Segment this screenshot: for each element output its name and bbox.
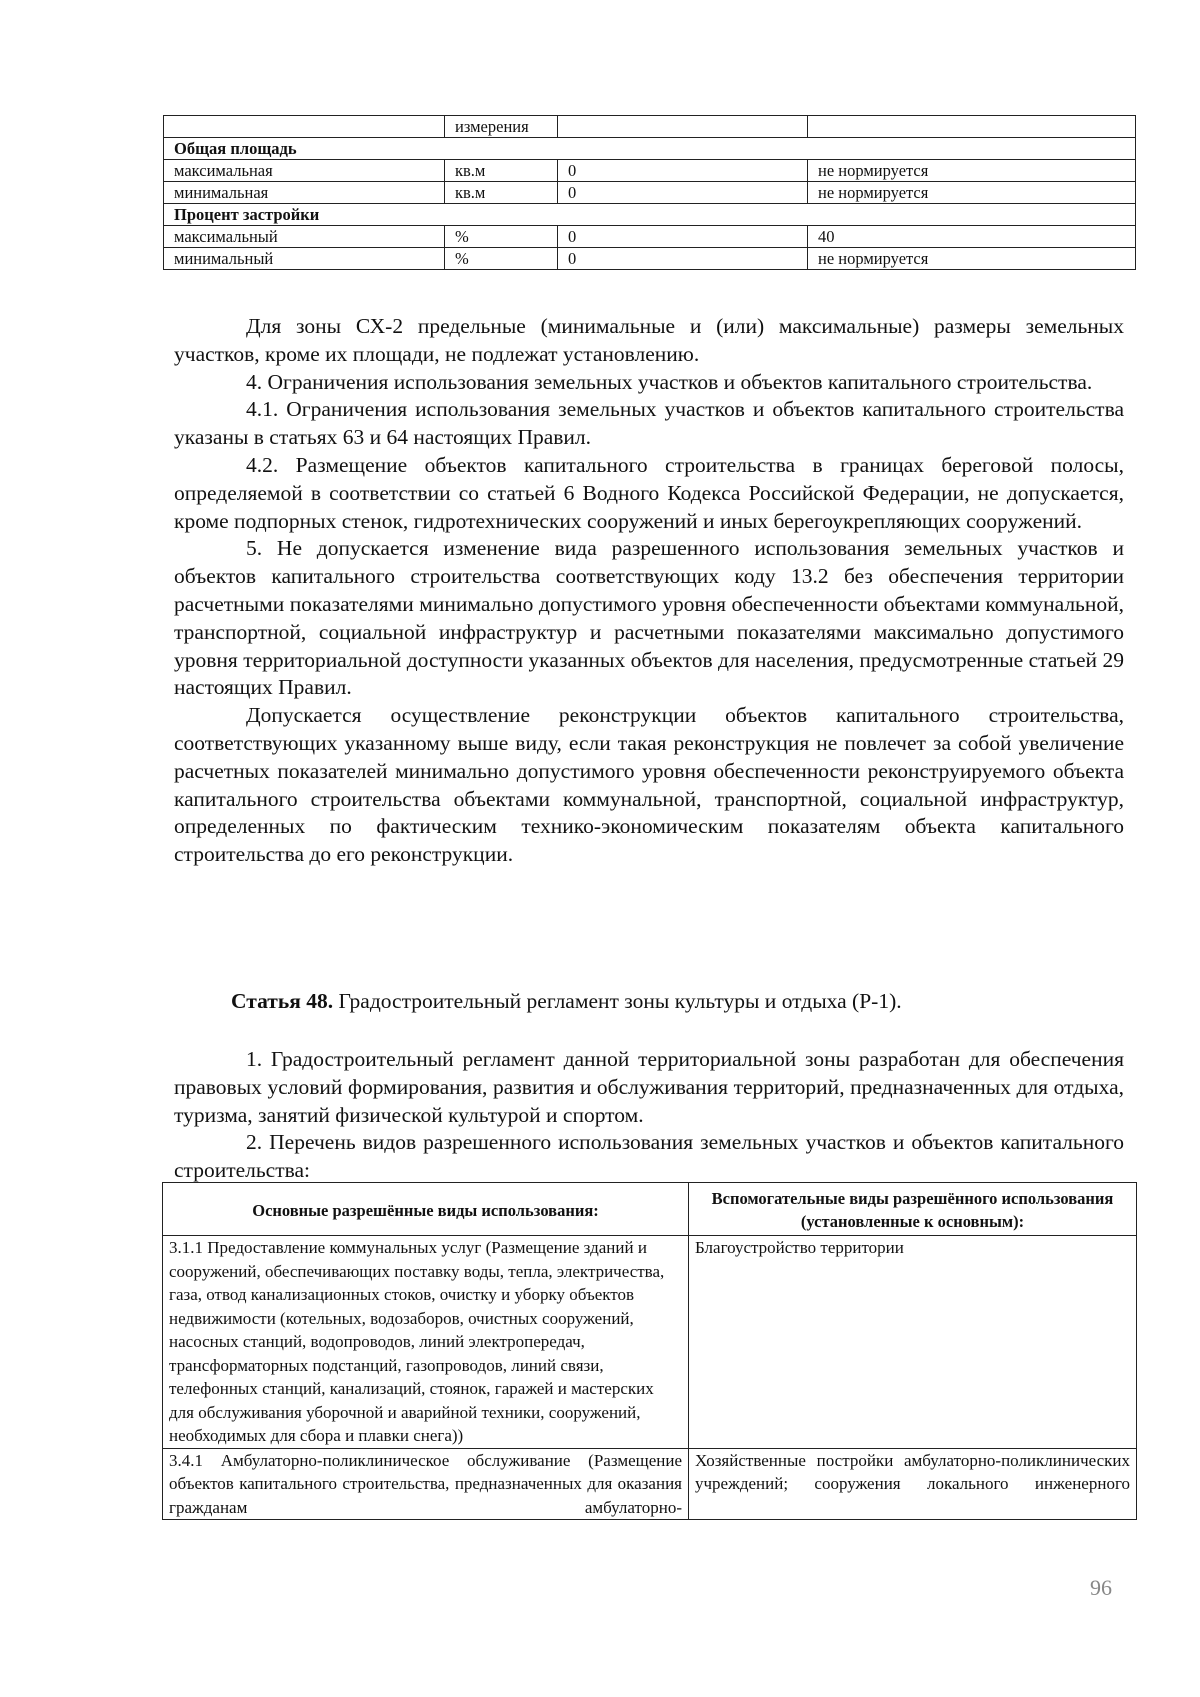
table-row — [163, 1448, 1137, 1520]
article-body — [174, 1046, 1124, 1185]
table-cell: 40 — [808, 226, 1136, 248]
table-cell: 0 — [558, 160, 808, 182]
paragraph: 4.2. Размещение объектов капитального строительства в границах береговой полосы, определяемой в соответствии со статьей 6 Водного Кодекса Российской Федерации, не допускается, кроме подпорных стенок, гидротехнических сооружений и иных берегоукрепляющих сооружений. — [174, 452, 1124, 533]
paragraph: Допускается осуществление реконструкции объектов капитального строительства, соответствующих указанному выше виду, если такая реконструкция не повлечет за собой увеличение расчетных показателей минимально допустимого уровня обеспеченности реконструируемого объекта капитального строительства объектами коммунальной, транспортной, социальной инфраструктур, определенных по фактическим технико-экономическим показателям объекта капитального строительства до его реконструкции. — [174, 703, 1124, 867]
table-cell: минимальный — [164, 248, 445, 270]
table-cell: измерения — [445, 116, 558, 138]
column-header-aux-uses: Вспомогательные виды разрешённого использования (установленные к основным): — [689, 1183, 1137, 1236]
permitted-uses-table — [162, 1182, 1137, 1520]
table-cell: % — [445, 226, 558, 248]
table-cell — [808, 116, 1136, 138]
table-cell: кв.м — [445, 182, 558, 204]
paragraph: 4. Ограничения использования земельных участков и объектов капитального строительства. — [246, 369, 1093, 394]
aux-use-cell: Благоустройство территории — [689, 1236, 1137, 1449]
table-cell: 0 — [558, 226, 808, 248]
table-header-row — [163, 1183, 1137, 1236]
main-use-cell: 3.4.1 Амбулаторно-поликлиническое обслуживание (Размещение объектов капитального строительства, предназначенных для оказания гражданам амбулаторно- — [163, 1448, 689, 1520]
paragraph: 2. Перечень видов разрешенного использования земельных участков и объектов капитального строительства: — [174, 1130, 1124, 1183]
page-number: 96 — [1090, 1575, 1112, 1600]
table-cell: максимальный — [164, 226, 445, 248]
table-cell: % — [445, 248, 558, 270]
paragraph: 4.1. Ограничения использования земельных участков и объектов капитального строительства указаны в статьях 63 и 64 настоящих Правил. — [174, 397, 1124, 450]
table-cell: минимальная — [164, 182, 445, 204]
table-cell: не нормируется — [808, 160, 1136, 182]
article-label: Статья 48. — [231, 989, 334, 1013]
table-cell — [164, 116, 445, 138]
table-row — [164, 182, 1136, 204]
article-heading — [174, 988, 1124, 1016]
table-cell: кв.м — [445, 160, 558, 182]
column-header-main-uses: Основные разрешённые виды использования: — [163, 1183, 689, 1236]
main-use-cell: 3.1.1 Предоставление коммунальных услуг (Размещение зданий и сооружений, обеспечивающих поставку воды, тепла, электричества, газа, отвод канализационных стоков, очистку и уборку объектов недвижимости (котельных, водозаборов, очистных сооружений, насосных станций, водопроводов, линий электропередач, трансформаторных подстанций, газопроводов, линий связи, телефонных станций, канализаций, стоянок, гаражей и мастерских для обслуживания уборочной и аварийной техники, сооружений, необходимых для сбора и плавки снега)) — [163, 1236, 689, 1449]
table-row — [163, 1236, 1137, 1449]
section-row — [164, 138, 1136, 160]
table-cell: 0 — [558, 182, 808, 204]
article-title: Градостроительный регламент зоны культуры и отдыха (Р-1). — [338, 989, 902, 1013]
paragraph: Для зоны СХ-2 предельные (минимальные и (или) максимальные) размеры земельных участков, кроме их площади, не подлежат установлению. — [174, 314, 1124, 366]
table-row — [164, 116, 1136, 138]
aux-use-cell: Хозяйственные постройки амбулаторно-поликлинических учреждений; сооружения локального инженерного — [689, 1448, 1137, 1520]
table-row — [164, 226, 1136, 248]
top-parameters-table — [163, 115, 1136, 270]
table-cell: максимальная — [164, 160, 445, 182]
table-row — [164, 248, 1136, 270]
paragraph: 1. Градостроительный регламент данной территориальной зоны разработан для обеспечения правовых условий формирования, развития и обслуживания территорий, предназначенных для отдыха, туризма, занятий физической культурой и спортом. — [174, 1047, 1124, 1127]
table-cell: 0 — [558, 248, 808, 270]
section-title: Процент застройки — [164, 204, 1136, 226]
table-cell: не нормируется — [808, 182, 1136, 204]
body-text — [174, 313, 1124, 869]
section-title: Общая площадь — [164, 138, 1136, 160]
table-row — [164, 160, 1136, 182]
table-cell: не нормируется — [808, 248, 1136, 270]
paragraph: 5. Не допускается изменение вида разрешенного использования земельных участков и объектов капитального строительства соответствующих коду 13.2 без обеспечения территории расчетными показателями минимально допустимого уровня обеспеченности объектами коммунальной, транспортной, социальной инфраструктур и расчетными показателями максимально допустимого уровня территориальной доступности указанных объектов для населения, предусмотренные статьей 29 настоящих Правил. — [174, 536, 1124, 700]
table-cell — [558, 116, 808, 138]
section-row — [164, 204, 1136, 226]
